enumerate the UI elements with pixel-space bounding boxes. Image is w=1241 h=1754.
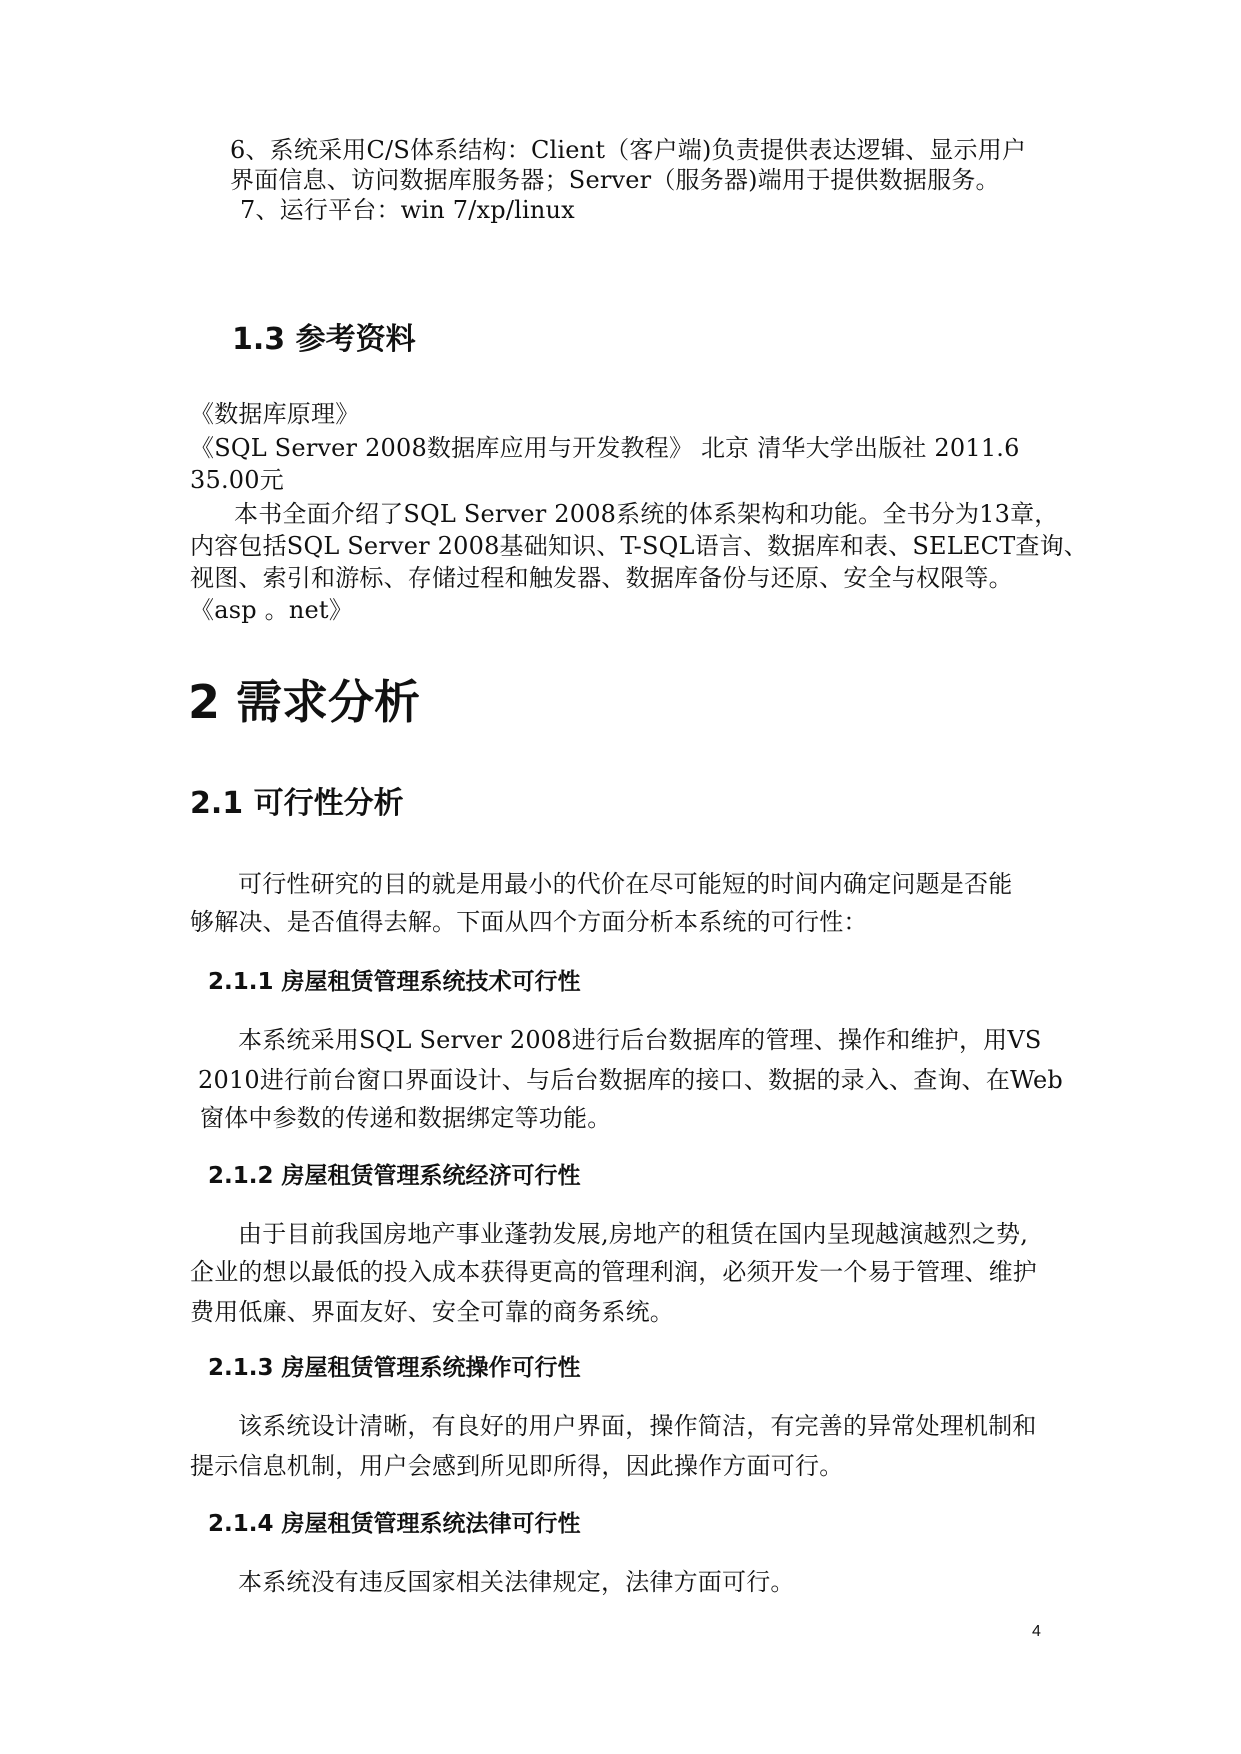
intro-item6-line1: 6、系统采用C/S体系结构：Client（客户端)负责提供表达逻辑、显示用户 [230,136,1027,164]
subsection-2-1-4-line1: 本系统没有违反国家相关法律规定，法律方面可行。 [238,1568,795,1596]
reference-2-line1: 《SQL Server 2008数据库应用与开发教程》 北京 清华大学出版社 2011.6 [190,434,1020,462]
subsection-2-1-1-line3: 窗体中参数的传递和数据绑定等功能。 [200,1104,612,1132]
subsection-2-1-3-line2: 提示信息机制，用户会感到所见即所得，因此操作方面可行。 [190,1452,844,1480]
subsection-2-1-1-line2: 2010进行前台窗口界面设计、与后台数据库的接口、数据的录入、查询、在Web [198,1066,1063,1094]
section-2-1-paragraph-line2: 够解决、是否值得去解。下面从四个方面分析本系统的可行性： [190,908,868,936]
section-2-1-heading: 2.1 可行性分析 [190,786,404,821]
intro-item6-line2: 界面信息、访问数据库服务器；Server（服务器)端用于提供数据服务。 [230,166,1000,194]
subsection-2-1-3-line1: 该系统设计清晰，有良好的用户界面，操作简洁，有完善的异常处理机制和 [238,1412,1037,1440]
subsection-2-1-2-line3: 费用低廉、界面友好、安全可靠的商务系统。 [190,1298,674,1326]
subsection-2-1-3-heading: 2.1.3 房屋租赁管理系统操作可行性 [208,1355,581,1381]
reference-2-line2: 35.00元 [190,466,284,494]
intro-item7: 7、运行平台：win 7/xp/linux [240,196,575,224]
chapter-2-heading: 2 需求分析 [188,675,421,729]
section-1-3-heading: 1.3 参考资料 [232,322,416,357]
subsection-2-1-2-heading: 2.1.2 房屋租赁管理系统经济可行性 [208,1163,581,1189]
reference-description-line1: 本书全面介绍了SQL Server 2008系统的体系架构和功能。全书分为13章， [234,500,1059,528]
reference-description-line3: 视图、索引和游标、存储过程和触发器、数据库备份与还原、安全与权限等。 [190,564,1013,592]
subsection-2-1-2-line2: 企业的想以最低的投入成本获得更高的管理利润，必须开发一个易于管理、维护 [190,1258,1037,1286]
section-2-1-paragraph-line1: 可行性研究的目的就是用最小的代价在尽可能短的时间内确定问题是否能 [238,870,1013,898]
reference-1: 《数据库原理》 [190,400,360,428]
subsection-2-1-2-line1: 由于目前我国房地产事业蓬勃发展,房地产的租赁在国内呈现越演越烈之势, [238,1220,1029,1248]
subsection-2-1-1-line1: 本系统采用SQL Server 2008进行后台数据库的管理、操作和维护，用VS [238,1026,1042,1054]
reference-description-line2: 内容包括SQL Server 2008基础知识、T-SQL语言、数据库和表、SELECT查询、 [190,532,1089,560]
page-number: 4 [1032,1623,1041,1640]
subsection-2-1-1-heading: 2.1.1 房屋租赁管理系统技术可行性 [208,969,581,995]
reference-3: 《asp 。net》 [190,596,353,624]
subsection-2-1-4-heading: 2.1.4 房屋租赁管理系统法律可行性 [208,1511,581,1537]
